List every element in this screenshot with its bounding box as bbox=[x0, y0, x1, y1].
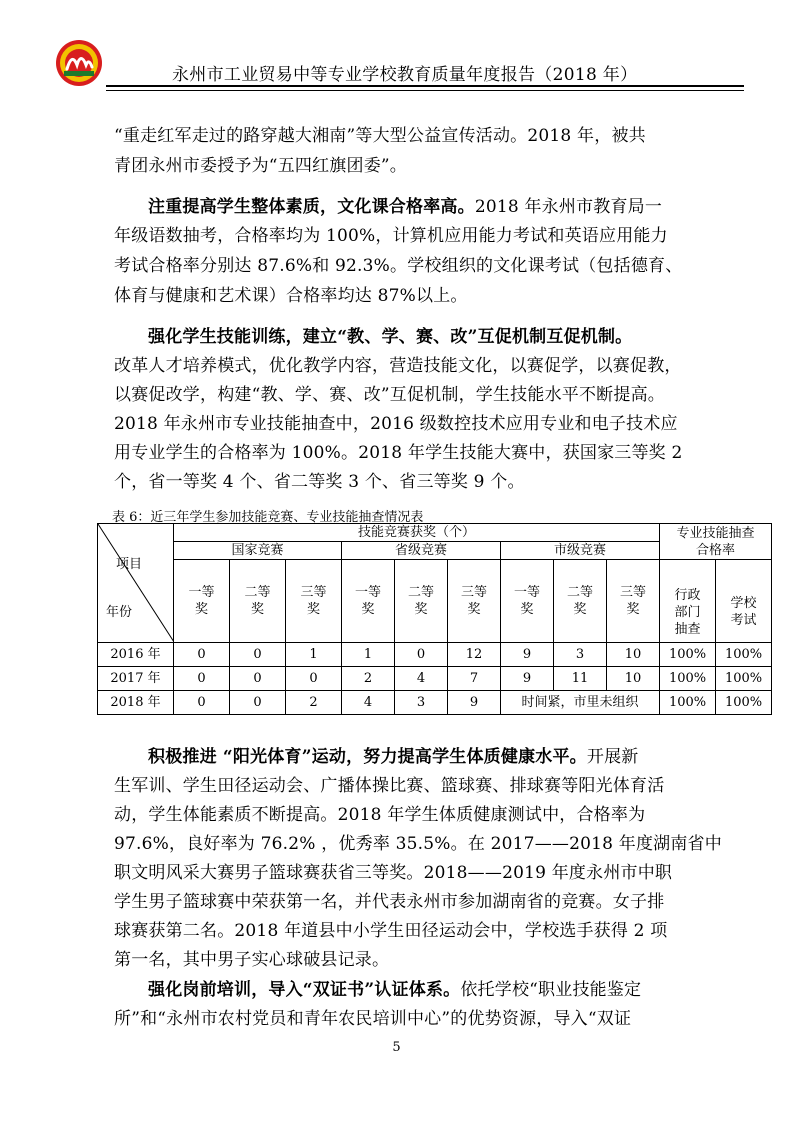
diag-label-year: 年份 bbox=[106, 605, 133, 620]
paragraph-line: 用专业学生的合格率为 100%。2018 年学生技能大赛中，获国家三等奖 2 bbox=[114, 443, 683, 463]
paragraph-text: 依托学校“职业技能鉴定 bbox=[460, 980, 642, 1000]
table-row: 2016 年 0 0 1 1 0 12 9 3 10 100% 100% bbox=[98, 643, 772, 667]
table-caption: 表 6：近三年学生参加技能竞赛、专业技能抽查情况表 bbox=[112, 510, 424, 525]
paragraph-text: 2018 年永州市教育局一 bbox=[474, 197, 663, 217]
competition-results-table bbox=[97, 523, 772, 715]
paragraph-line: 第一名，其中男子实心球破县记录。 bbox=[114, 950, 390, 970]
school-logo bbox=[54, 38, 104, 88]
header-thick-rule bbox=[106, 85, 744, 87]
paragraph-line: 考试合格率分别达 87.6%和 92.3%。学校组织的文化课考试（包括德育、 bbox=[114, 256, 683, 276]
paragraph-line: “重走红军走过的路穿越大湘南”等大型公益宣传活动。2018 年，被共 bbox=[114, 126, 646, 146]
award-header: 一等奖 bbox=[501, 560, 554, 643]
spot-check-header: 专业技能抽查合格率 bbox=[660, 524, 772, 560]
paragraph-line bbox=[148, 742, 728, 767]
paragraph-line bbox=[148, 975, 728, 1000]
paragraph-line: 以赛促改学，构建“教、学、赛、改”互促机制，学生技能水平不断提高。 bbox=[114, 385, 665, 405]
award-header: 一等奖 bbox=[342, 560, 395, 643]
level-national: 国家竞赛 bbox=[174, 542, 342, 560]
paragraph-line: 所”和“永州市农村党员和青年农民培训中心”的优势资源，导入“双证 bbox=[114, 1009, 632, 1029]
diag-label-item: 项目 bbox=[116, 557, 143, 572]
award-header: 三等奖 bbox=[607, 560, 660, 643]
paragraph-line: 2018 年永州市专业技能抽查中，2016 级数控技术应用专业和电子技术应 bbox=[114, 414, 678, 434]
spot-admin-header: 行政部门抽查 bbox=[660, 583, 716, 643]
paragraph-heading: 积极推进 “阳光体育”运动，努力提高学生体质健康水平。 bbox=[148, 747, 587, 767]
group-header: 技能竞赛获奖（个） bbox=[174, 524, 660, 542]
level-provincial: 省级竞赛 bbox=[342, 542, 501, 560]
paragraph-line: 97.6%，良好率为 76.2% ，优秀率 35.5%。在 2017——2018 年度湖南省中 bbox=[114, 834, 722, 854]
paragraph-text: 开展新 bbox=[586, 747, 639, 767]
paragraph-line: 生军训、学生田径运动会、广播体操比赛、篮球赛、排球赛等阳光体育活 bbox=[114, 776, 665, 796]
paragraph-line: 改革人才培养模式，优化教学内容，营造技能文化，以赛促学，以赛促教， bbox=[114, 356, 682, 376]
page-header bbox=[54, 38, 744, 88]
paragraph-heading: 强化岗前培训，导入“双证书”认证体系。 bbox=[148, 980, 461, 1000]
award-header: 一等奖 bbox=[174, 560, 230, 643]
award-header: 二等奖 bbox=[230, 560, 286, 643]
award-header: 三等奖 bbox=[448, 560, 501, 643]
paragraph-heading: 注重提高学生整体素质，文化课合格率高。 bbox=[148, 197, 475, 217]
award-header: 二等奖 bbox=[554, 560, 607, 643]
spot-school-header: 学校考试 bbox=[716, 583, 772, 643]
paragraph-line: 年级语数抽考，合格率均为 100%，计算机应用能力考试和英语应用能力 bbox=[114, 226, 668, 246]
paragraph-line: 个，省一等奖 4 个、省二等奖 3 个、省三等奖 9 个。 bbox=[114, 472, 525, 492]
diagonal-line bbox=[98, 524, 174, 642]
award-header: 二等奖 bbox=[395, 560, 448, 643]
table-row: 2018 年 0 0 2 4 3 9 时间紧，市里未组织 100% 100% bbox=[98, 691, 772, 715]
level-city: 市级竞赛 bbox=[501, 542, 660, 560]
paragraph-line bbox=[148, 322, 728, 347]
paragraph-line bbox=[148, 192, 728, 217]
paragraph-line: 职文明风采大赛男子篮球赛获省三等奖。2018——2019 年度永州市中职 bbox=[114, 863, 673, 883]
paragraph-line: 球赛获第二名。2018 年道县中小学生田径运动会中，学校选手获得 2 项 bbox=[114, 921, 668, 941]
city-note: 时间紧，市里未组织 bbox=[501, 691, 660, 715]
paragraph-line: 体育与健康和艺术课）合格率均达 87%以上。 bbox=[114, 286, 468, 306]
paragraph-line: 动，学生体能素质不断提高。2018 年学生体质健康测试中，合格率为 bbox=[114, 805, 646, 825]
table-row: 2017 年 0 0 0 2 4 7 9 11 10 100% 100% bbox=[98, 667, 772, 691]
paragraph-heading: 强化学生技能训练，建立“教、学、赛、改”互促机制互促机制。 bbox=[148, 327, 633, 347]
award-header: 三等奖 bbox=[286, 560, 342, 643]
paragraph-line: 学生男子篮球赛中荣获第一名，并代表永州市参加湖南省的竞赛。女子排 bbox=[114, 892, 665, 912]
page-number: 5 bbox=[392, 1040, 401, 1055]
paragraph-line: 青团永州市委授予为“五四红旗团委”。 bbox=[114, 156, 407, 176]
diagonal-header-cell bbox=[98, 524, 174, 643]
report-title: 永州市工业贸易中等专业学校教育质量年度报告（2018 年） bbox=[172, 65, 638, 85]
header-thin-rule bbox=[106, 90, 744, 91]
